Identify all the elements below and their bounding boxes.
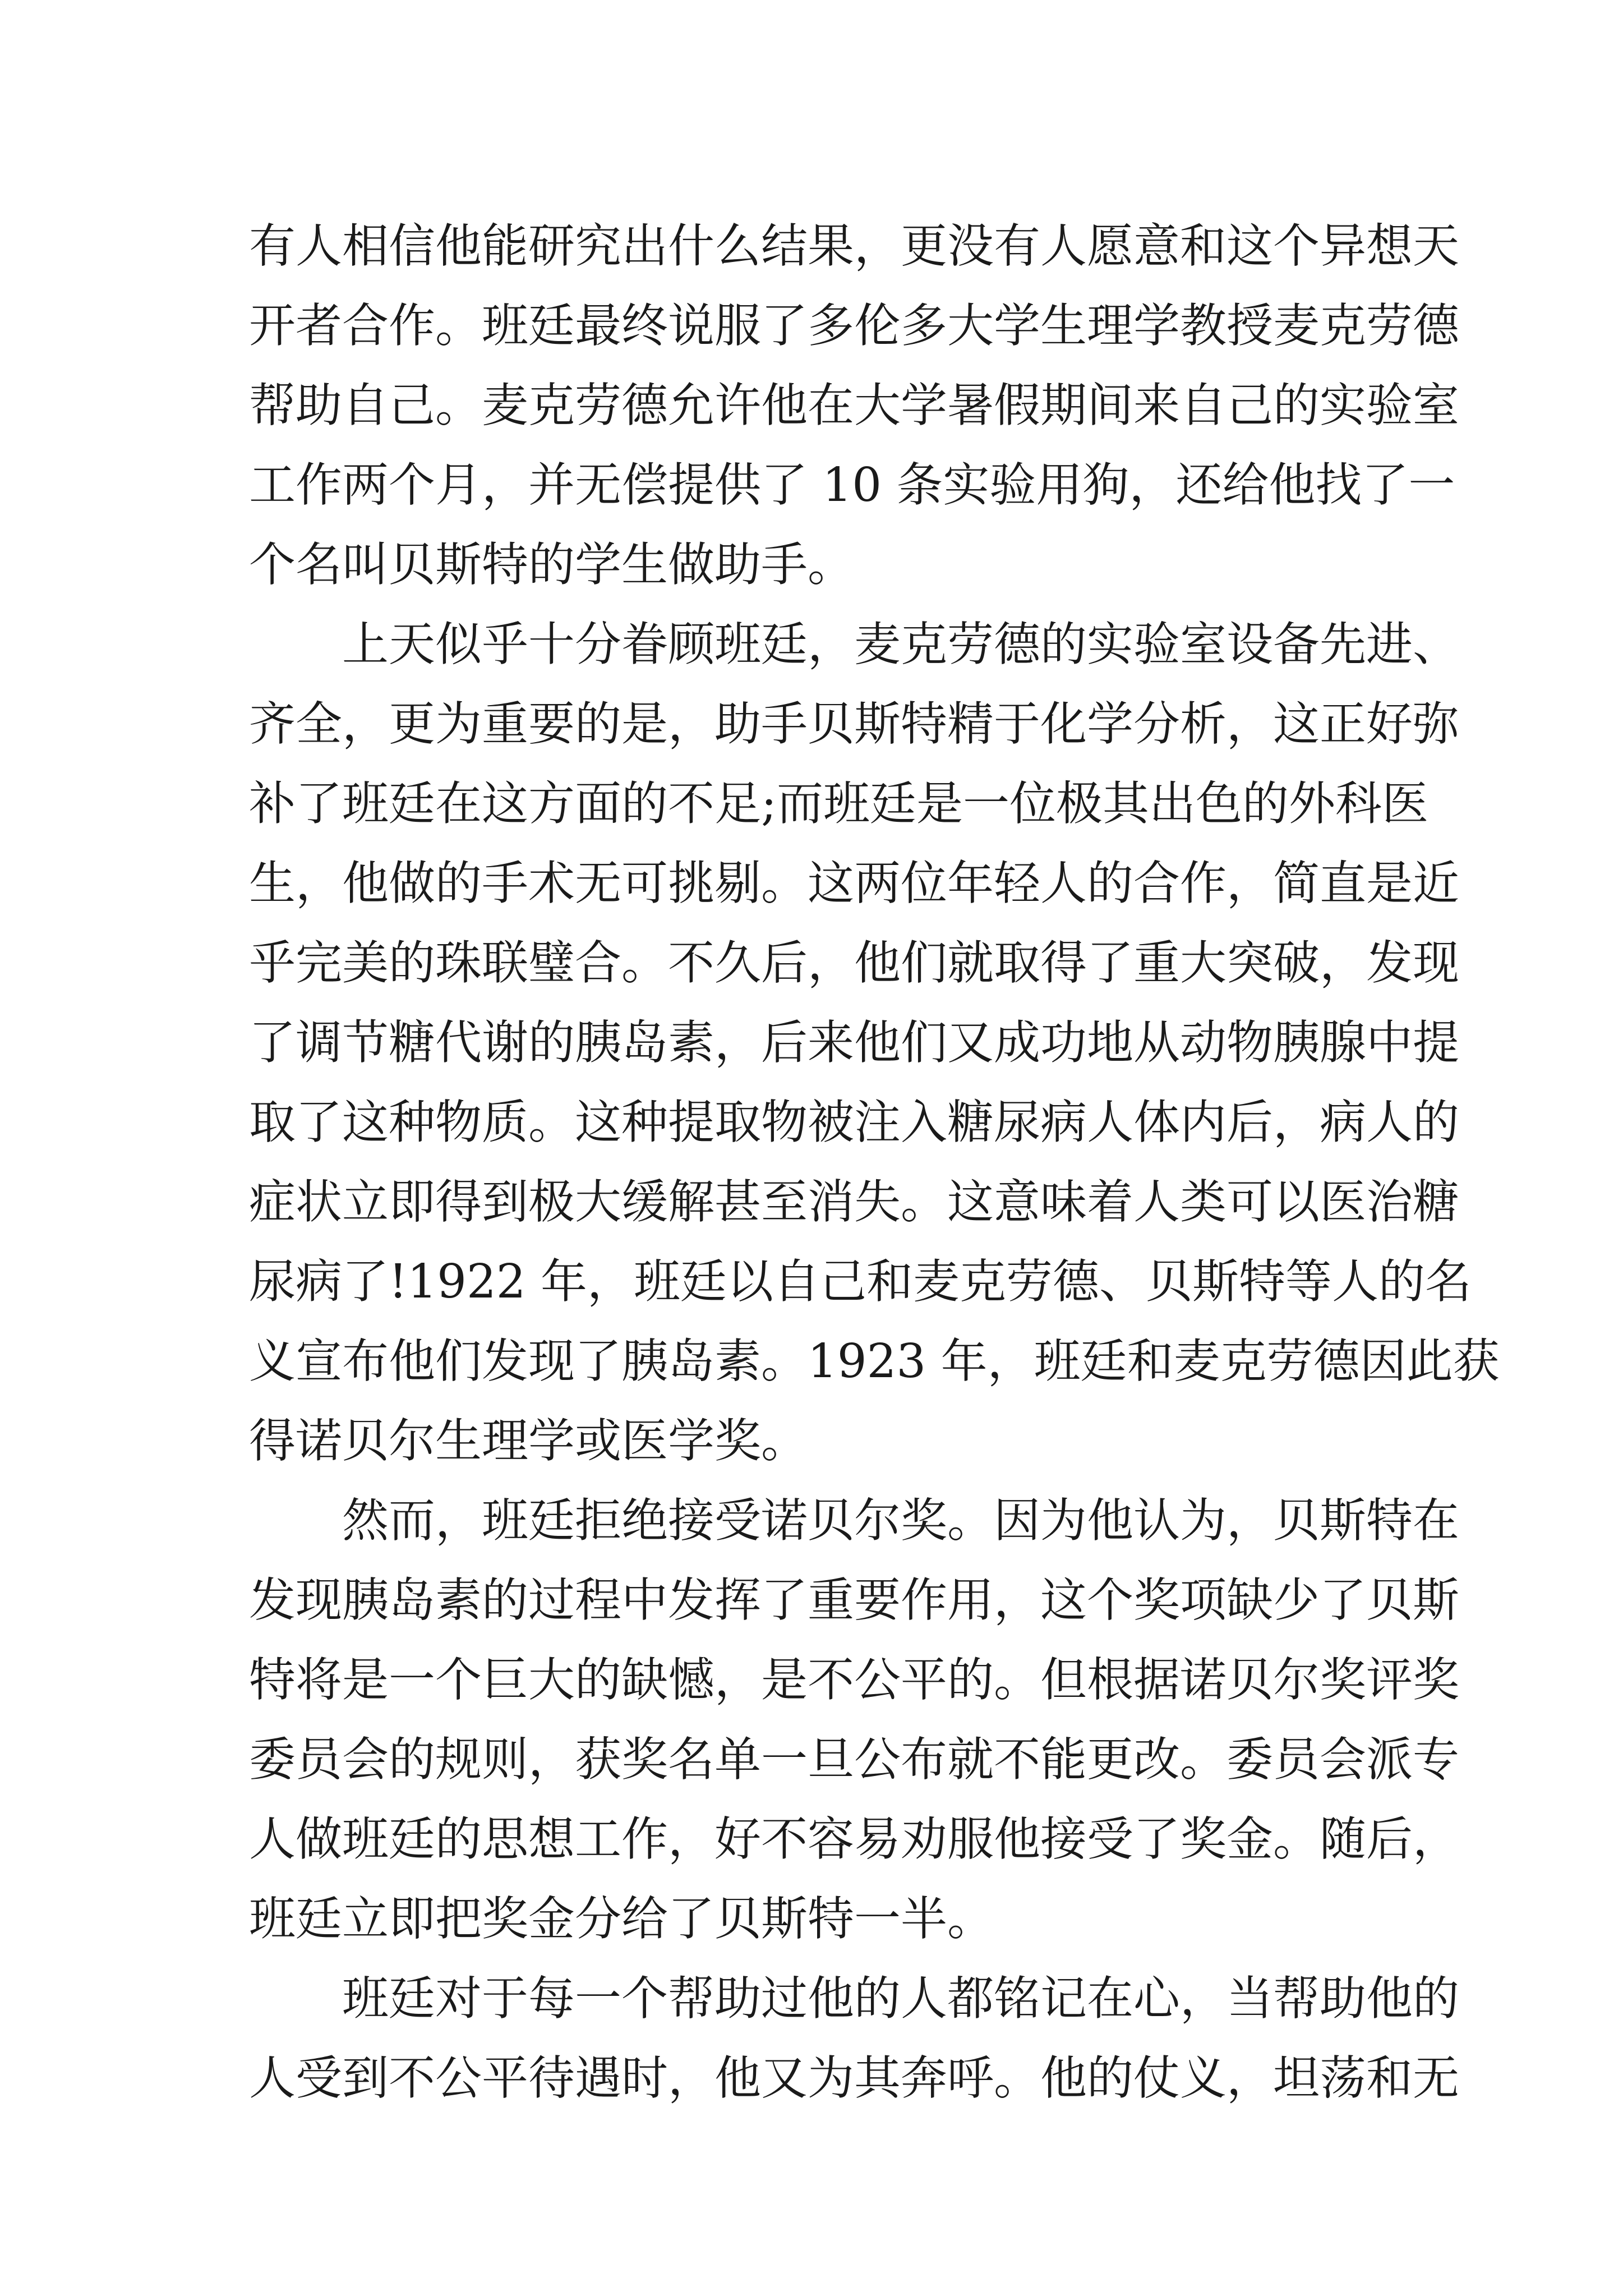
- text-line: 义宣布他们发现了胰岛素。1923 年，班廷和麦克劳德因此获: [249, 1334, 1500, 1388]
- text-line: 乎完美的珠联璧合。不久后，他们就取得了重大突破，发现: [249, 936, 1459, 990]
- paragraph-2: [249, 605, 1500, 1481]
- text-line: 班廷立即把奖金分给了贝斯特一半。: [249, 1892, 994, 1946]
- text-line: 发现胰岛素的过程中发挥了重要作用，这个奖项缺少了贝斯: [249, 1573, 1459, 1627]
- text-line: 特将是一个巨大的缺憾，是不公平的。但根据诺贝尔奖评奖: [249, 1653, 1459, 1707]
- paragraph-4: [249, 1959, 1459, 2118]
- text-line: 工作两个月，并无偿提供了 10 条实验用狗，还给他找了一: [249, 458, 1455, 512]
- text-line: 个名叫贝斯特的学生做助手。: [249, 537, 854, 592]
- text-line: 上天似乎十分眷顾班廷，麦克劳德的实验室设备先进、: [342, 617, 1459, 671]
- text-line: 补了班廷在这方面的不足;而班廷是一位极其出色的外科医: [249, 776, 1428, 831]
- paragraph-3: [249, 1481, 1459, 1959]
- text-line: 了调节糖代谢的胰岛素，后来他们又成功地从动物胰腺中提: [249, 1015, 1459, 1070]
- text-line: 然而，班廷拒绝接受诺贝尔奖。因为他认为，贝斯特在: [342, 1493, 1459, 1548]
- text-line: 得诺贝尔生理学或医学奖。: [249, 1414, 808, 1468]
- text-line: 生，他做的手术无可挑剔。这两位年轻人的合作，简直是近: [249, 856, 1459, 910]
- text-line: 开者合作。班廷最终说服了多伦多大学生理学教授麦克劳德: [249, 298, 1459, 353]
- paragraph-1: [249, 206, 1459, 605]
- document-body: [249, 206, 1500, 2118]
- text-line: 症状立即得到极大缓解甚至消失。这意味着人类可以医治糖: [249, 1175, 1459, 1229]
- text-line: 齐全，更为重要的是，助手贝斯特精于化学分析，这正好弥: [249, 697, 1459, 751]
- text-line: 尿病了!1922 年，班廷以自己和麦克劳德、贝斯特等人的名: [249, 1254, 1472, 1309]
- text-line: 有人相信他能研究出什么结果，更没有人愿意和这个异想天: [249, 219, 1459, 273]
- text-line: 人受到不公平待遇时，他又为其奔呼。他的仗义，坦荡和无: [249, 2051, 1459, 2105]
- text-line: 委员会的规则，获奖名单一旦公布就不能更改。委员会派专: [249, 1732, 1459, 1787]
- text-line: 取了这种物质。这种提取物被注入糖尿病人体内后，病人的: [249, 1095, 1459, 1149]
- text-line: 帮助自己。麦克劳德允许他在大学暑假期间来自己的实验室: [249, 378, 1459, 432]
- text-line: 人做班廷的思想工作，好不容易劝服他接受了奖金。随后，: [249, 1812, 1459, 1866]
- text-line: 班廷对于每一个帮助过他的人都铭记在心，当帮助他的: [342, 1971, 1459, 2026]
